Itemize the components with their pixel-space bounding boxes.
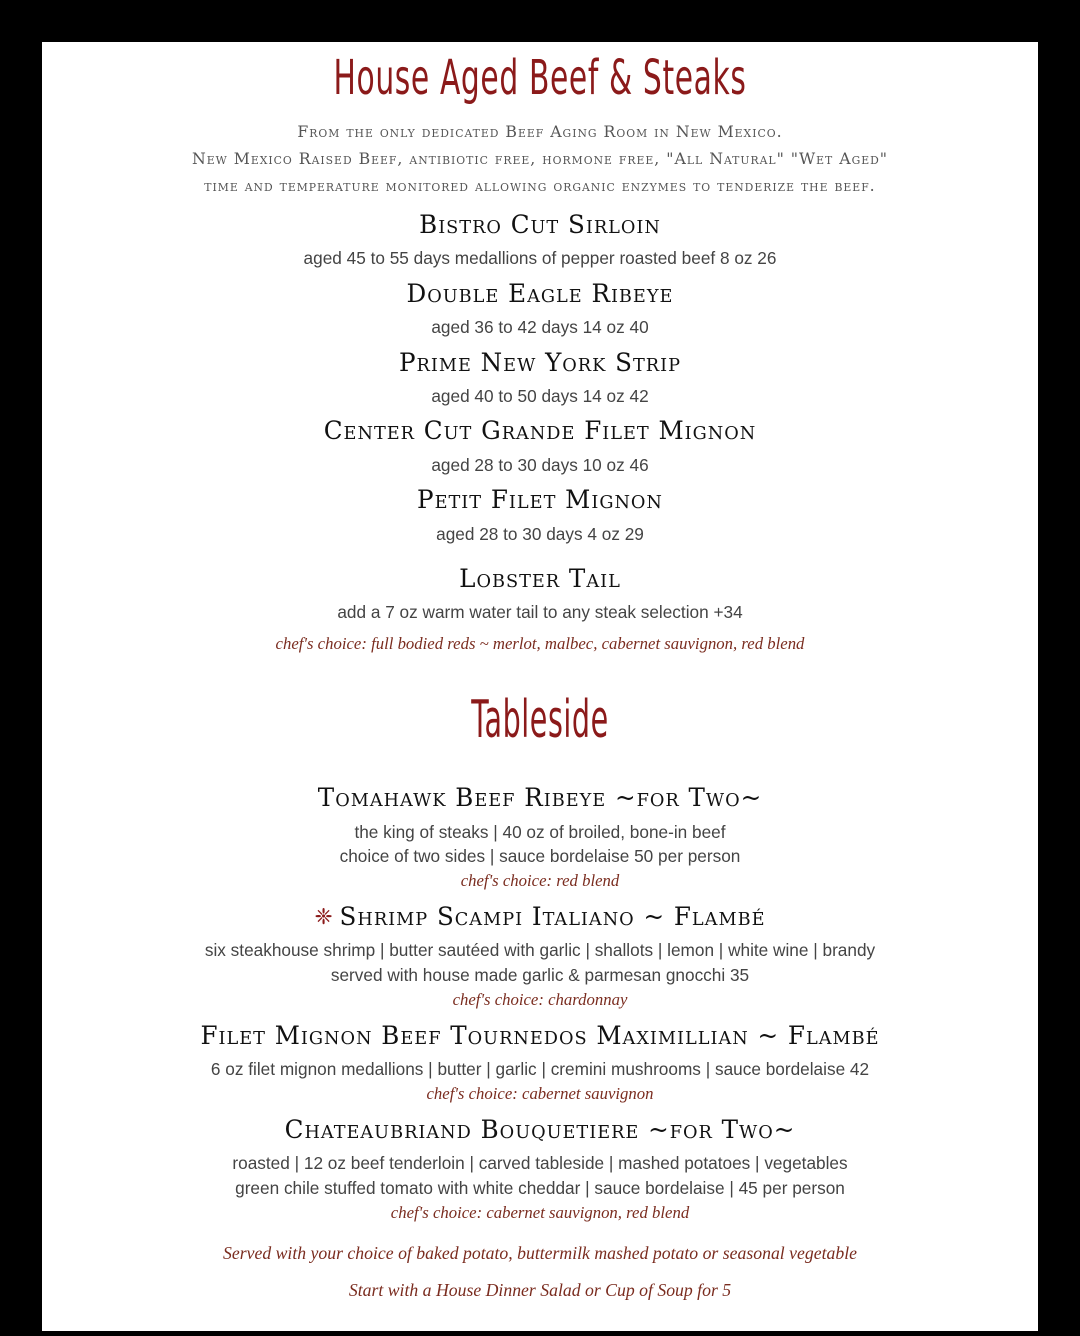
wine-note-tomahawk: chef's choice: red blend — [460, 871, 620, 890]
dish-name-lobster-tail: Lobster Tail — [459, 564, 621, 593]
dish-desc-center-cut-filet: aged 28 to 30 days 10 oz 46 — [431, 455, 649, 475]
intro-line-1: From the only dedicated Beef Aging Room in New Mexico. — [297, 122, 783, 141]
dish-desc-tomahawk-1: the king of steaks | 40 oz of broiled, bone-in beef — [354, 822, 726, 842]
dish-desc-tournedos: 6 oz filet mignon medallions | butter | garlic | cremini mushrooms | sauce bordelaise 42 — [210, 1059, 870, 1079]
dish-desc-lobster-tail: add a 7 oz warm water tail to any steak selection +34 — [337, 602, 743, 622]
intro-line-2: New Mexico Raised Beef, antibiotic free, hormone free, "All Natural" "Wet Aged" — [191, 149, 889, 168]
dish-desc-petit-filet: aged 28 to 30 days 4 oz 29 — [436, 524, 644, 544]
wine-note-steaks: chef's choice: full bodied reds ~ merlot, malbec, cabernet sauvignon, red blend — [275, 634, 805, 653]
dish-name-chateaubriand: Chateaubriand Bouquetiere ~for Two~ — [284, 1115, 796, 1144]
dish-name-double-eagle-ribeye: Double Eagle Ribeye — [406, 279, 674, 308]
dish-desc-shrimp-1: six steakhouse shrimp | butter sautéed with garlic | shallots | lemon | white wine | brandy — [204, 940, 876, 960]
dish-desc-chateaubriand-1: roasted | 12 oz beef tenderloin | carved tableside | mashed potatoes | vegetables — [232, 1153, 848, 1173]
section-title-steaks: House Aged Beef & Steaks — [333, 50, 747, 106]
wine-note-tournedos: chef's choice: cabernet sauvignon — [426, 1084, 654, 1103]
menu-page — [42, 42, 1038, 1331]
dish-row-shrimp-scampi — [50, 902, 1030, 931]
dish-name-shrimp-scampi: Shrimp Scampi Italiano ~ Flambé — [339, 902, 766, 931]
dish-name-petit-filet: Petit Filet Mignon — [417, 485, 663, 514]
footer-starter: Start with a House Dinner Salad or Cup of Soup for 5 — [348, 1280, 732, 1300]
dish-desc-prime-new-york-strip: aged 40 to 50 days 14 oz 42 — [431, 386, 649, 406]
dish-name-prime-new-york-strip: Prime New York Strip — [399, 348, 681, 377]
dish-name-bistro-cut-sirloin: Bistro Cut Sirloin — [419, 210, 661, 239]
ornament-icon: ❈ — [314, 905, 334, 930]
dish-name-tournedos: Filet Mignon Beef Tournedos Maximillian ~ Flambé — [200, 1021, 880, 1050]
dish-desc-chateaubriand-2: green chile stuffed tomato with white cheddar | sauce bordelaise | 45 per person — [235, 1178, 845, 1198]
dish-name-tomahawk: Tomahawk Beef Ribeye ~for Two~ — [317, 783, 763, 812]
dish-name-center-cut-filet: Center Cut Grande Filet Mignon — [323, 416, 757, 445]
dish-desc-bistro-cut-sirloin: aged 45 to 55 days medallions of pepper roasted beef 8 oz 26 — [303, 248, 777, 268]
wine-note-shrimp: chef's choice: chardonnay — [452, 990, 628, 1009]
dish-desc-double-eagle-ribeye: aged 36 to 42 days 14 oz 40 — [431, 317, 649, 337]
footer-sides: Served with your choice of baked potato, buttermilk mashed potato or seasonal vegetable — [222, 1243, 858, 1263]
wine-note-chateaubriand: chef's choice: cabernet sauvignon, red blend — [390, 1203, 690, 1222]
dish-desc-tomahawk-2: choice of two sides | sauce bordelaise 50 per person — [339, 846, 741, 866]
dish-desc-shrimp-2: served with house made garlic & parmesan gnocchi 35 — [330, 965, 750, 985]
intro-line-3: time and temperature monitored allowing organic enzymes to tenderize the beef. — [204, 176, 876, 195]
section-title-tableside: Tableside — [471, 690, 609, 750]
